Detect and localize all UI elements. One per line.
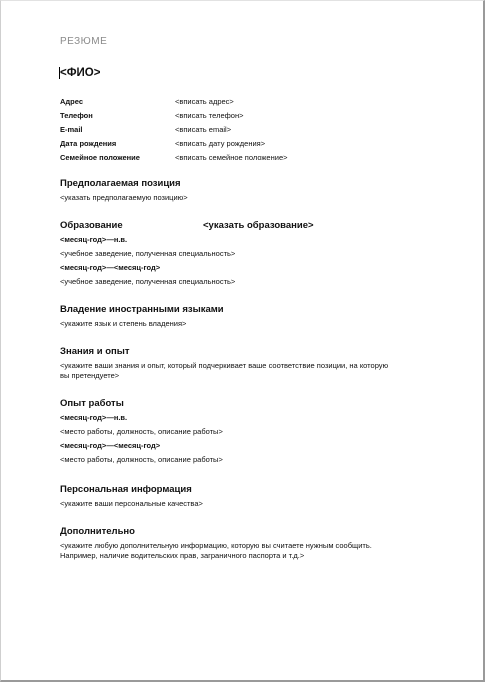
section-heading: Опыт работы: [60, 398, 124, 409]
section-text[interactable]: <укажите ваши персональные качества>: [60, 499, 203, 508]
date-end: <месяц-год>: [113, 263, 161, 272]
date-end: <месяц-год>: [113, 441, 161, 450]
section-text[interactable]: [60, 541, 460, 561]
experience-entry-text[interactable]: <место работы, должность, описание работы>: [60, 455, 223, 464]
section-heading: [60, 219, 460, 233]
section-text-line: <укажите любую дополнительную информацию, которую вы считаете нужным сообщить.: [60, 541, 372, 550]
education-entry-text[interactable]: <учебное заведение, полученная специальность>: [60, 249, 236, 258]
contact-table: [60, 95, 460, 165]
section-skills: [60, 345, 460, 381]
section-text-line: вы претендуете>: [60, 371, 120, 380]
education-entry-text[interactable]: <учебное заведение, полученная специальность>: [60, 277, 236, 286]
document-body: [60, 35, 460, 561]
section-text[interactable]: <указать предполагаемую позицию>: [60, 193, 188, 202]
experience-dates[interactable]: [60, 439, 460, 453]
section-languages: [60, 303, 460, 329]
contact-label: E-mail: [60, 125, 83, 134]
experience-entry-text[interactable]: <место работы, должность, описание работы>: [60, 427, 223, 436]
date-end: н.в.: [113, 413, 128, 422]
section-heading: Предполагаемая позиция: [60, 178, 181, 189]
section-education: [60, 219, 460, 289]
contact-value[interactable]: <вписать дату рождения>: [175, 139, 266, 148]
date-start: <месяц-год>: [60, 413, 107, 422]
education-heading-label: Образование: [60, 220, 123, 231]
contact-row-marital-status: [60, 151, 460, 165]
education-dates[interactable]: [60, 261, 460, 275]
contact-label: Телефон: [60, 111, 93, 120]
section-text[interactable]: <укажите язык и степень владения>: [60, 319, 187, 328]
date-start: <месяц-год>: [60, 441, 107, 450]
date-separator: —: [106, 441, 114, 450]
document-title: РЕЗЮМЕ: [60, 36, 108, 47]
section-text[interactable]: [60, 361, 460, 381]
section-heading: Владение иностранными языками: [60, 304, 224, 315]
contact-label: Дата рождения: [60, 139, 117, 148]
date-separator: —: [106, 263, 114, 272]
contact-label: Адрес: [60, 97, 84, 106]
section-heading: Персональная информация: [60, 484, 192, 495]
date-start: <месяц-год>: [60, 263, 107, 272]
section-text-line: <укажите ваши знания и опыт, который подчеркивает ваше соответствие позиции, на которую: [60, 361, 389, 370]
text-cursor: [59, 67, 60, 79]
contact-value[interactable]: <вписать email>: [175, 125, 232, 134]
contact-value[interactable]: <вписать семейное положение>: [175, 153, 288, 162]
education-heading-value[interactable]: <указать образование>: [203, 220, 314, 231]
contact-row-email: [60, 123, 460, 137]
date-separator: —: [106, 413, 114, 422]
date-separator: —: [106, 235, 114, 244]
name-field[interactable]: [60, 65, 460, 81]
education-dates[interactable]: [60, 233, 460, 247]
contact-value[interactable]: <вписать адрес>: [175, 97, 234, 106]
contact-row-phone: [60, 109, 460, 123]
experience-dates[interactable]: [60, 411, 460, 425]
contact-row-birthdate: [60, 137, 460, 151]
section-position: [60, 177, 460, 203]
section-heading: Дополнительно: [60, 526, 135, 537]
contact-value[interactable]: <вписать телефон>: [175, 111, 244, 120]
contact-row-address: [60, 95, 460, 109]
section-heading: Знания и опыт: [60, 346, 130, 357]
name-placeholder: <ФИО>: [60, 67, 101, 79]
section-text-line: Например, наличие водительских прав, заграничного паспорта и т.д.>: [60, 551, 305, 560]
section-additional: [60, 525, 460, 561]
contact-label: Семейное положение: [60, 153, 140, 162]
date-start: <месяц-год>: [60, 235, 107, 244]
section-personal: [60, 483, 460, 509]
date-end: н.в.: [113, 235, 128, 244]
section-experience: [60, 397, 460, 467]
